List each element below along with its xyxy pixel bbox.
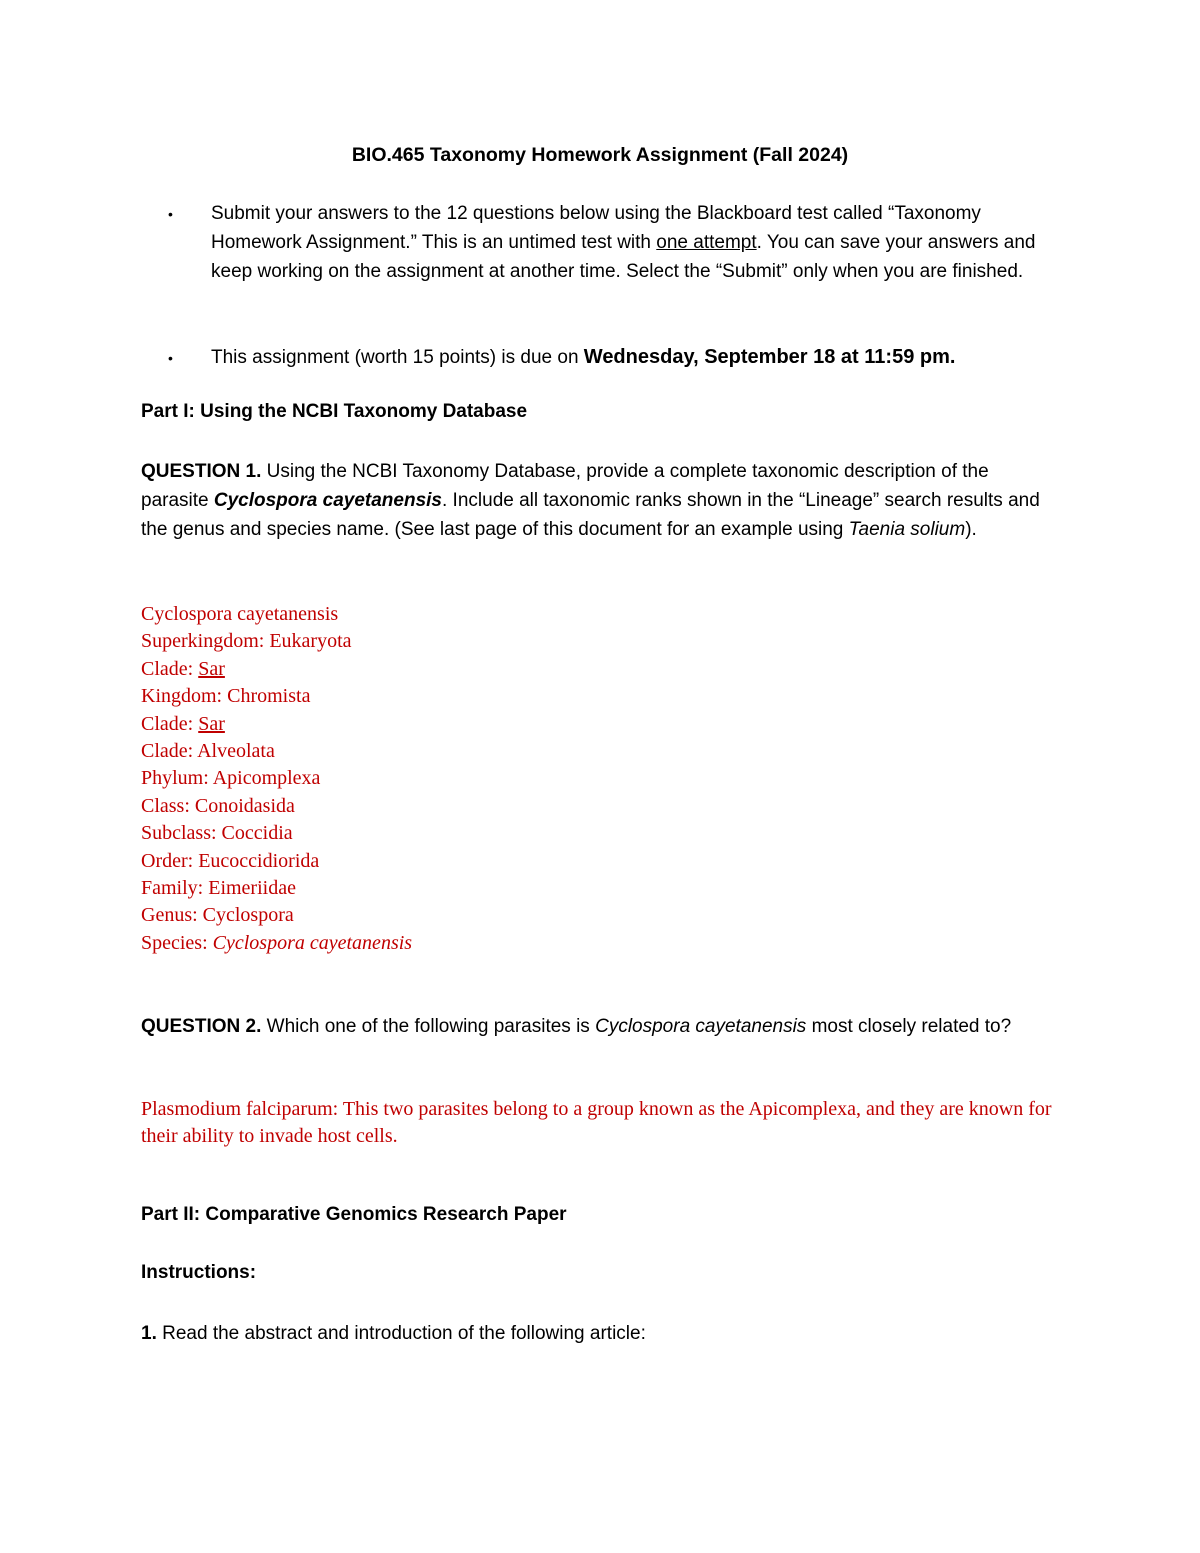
answer1-subclass: Subclass: Coccidia [141,822,293,845]
submission-instructions [211,199,1071,286]
answer2-text: Plasmodium falciparum: This two parasites belong to a group known as the Apicomplexa, and they are known for their ability to invade host cells. [141,1098,1052,1148]
question1-part-a: Using the NCBI Taxonomy Database, provide a complete taxonomic description of the parasite [141,461,989,511]
step1-text [141,1319,1061,1348]
bullet-icon: • [168,350,173,366]
question2-species: Cyclospora cayetanensis [595,1016,807,1037]
question1-label: QUESTION 1. [141,461,262,482]
answer1-clade-sar-2: Clade: Sar [141,712,225,735]
answer1-class: Class: Conoidasida [141,794,295,817]
part2-heading: Part II: Comparative Genomics Research Paper [141,1204,567,1225]
answer1-clade-sar-1: Clade: Sar [141,657,225,680]
answer1-species-name: Cyclospora cayetanensis [141,603,339,625]
due-date-text: This assignment (worth 15 points) is due on [211,347,584,368]
instructions-heading: Instructions: [141,1262,257,1283]
answer1-clade-alveolata: Clade: Alveolata [141,740,275,763]
answer1-order: Order: Eucoccidiorida [141,849,320,872]
question2-label: QUESTION 2. [141,1016,262,1037]
answer1-phylum: Phylum: Apicomplexa [141,767,321,790]
part1-heading: Part I: Using the NCBI Taxonomy Database [141,401,528,422]
answer1-family: Family: Eimeriidae [141,877,296,900]
bullet-icon: • [168,206,173,222]
answer1-superkingdom: Superkingdom: Eukaryota [141,630,352,653]
question1-example-species: Taenia solium [848,519,966,540]
submission-text-part1: Submit your answers to the 12 questions below using the Blackboard test called “Taxonomy Homework Assignment.” This is an untimed test with [211,203,981,253]
question1-part-c: ). [965,519,977,540]
step1-number: 1. [141,1323,157,1344]
document-title: BIO.465 Taxonomy Homework Assignment (Fall 2024) [351,144,849,166]
answer1-lineage [141,601,1081,957]
question1-part-b: . Include all taxonomic ranks shown in the “Lineage” search results and the genus and species name. (See last page of this document for an example using [141,490,1040,540]
answer1-kingdom: Kingdom: Chromista [141,685,311,708]
question2-part-a: Which one of the following parasites is [261,1016,596,1037]
due-date-bold: Wednesday, September 18 at 11:59 pm. [583,346,956,368]
submission-text-part2: . You can save your answers and keep working on the assignment at another time. Select the “Submit” only when you are finished. [211,232,1036,282]
question1-species: Cyclospora cayetanensis [213,490,442,511]
question2-text [141,1012,1061,1041]
one-attempt-underlined: one attempt [656,232,757,253]
answer1-species: Species: Cyclospora cayetanensis [141,931,413,954]
step1-instruction: Read the abstract and introduction of the following article: [156,1323,646,1344]
question1-text [141,457,1061,544]
question2-part-b: most closely related to? [806,1016,1012,1037]
sar-link[interactable]: Sar [198,657,225,680]
due-date-note [211,343,1071,372]
sar-link[interactable]: Sar [198,712,225,735]
answer1-genus: Genus: Cyclospora [141,904,294,927]
